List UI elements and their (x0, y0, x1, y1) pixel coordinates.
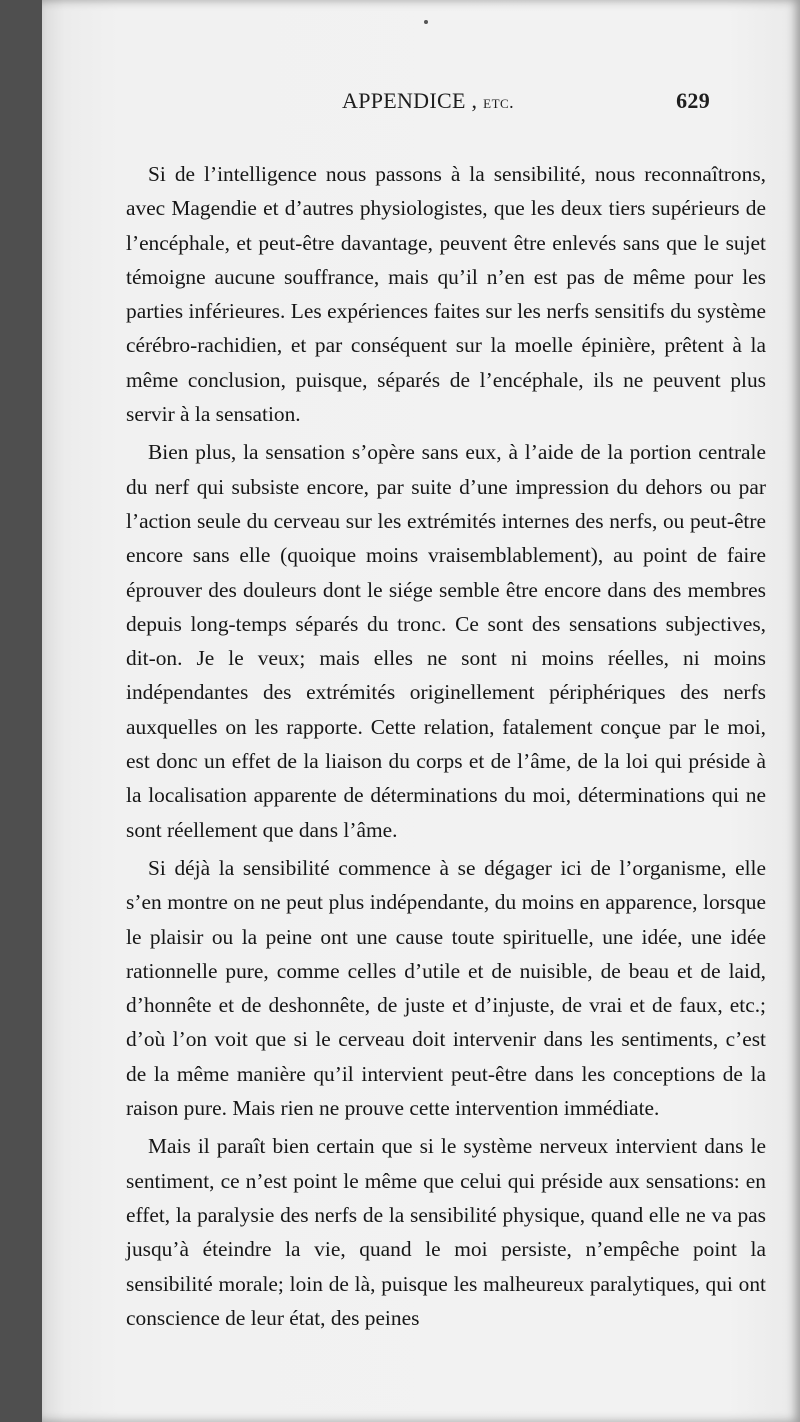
paragraph: Si déjà la sensibilité commence à se dégager ici de l’organisme, elle s’en montre on ne peut plus indépendante, du moins en apparence, lorsque le plaisir ou la peine ont une cause toute spirituelle, une idée, une idée rationnelle pure, comme celles d’utile et de nuisible, de beau et de laid, d’honnête et de deshonnête, de juste et d’injuste, de vrai et de faux, etc.; d’où l’on voit que si le cerveau doit intervenir dans les sentiments, c’est de la même manière qu’il intervient peut-être dans les conceptions de la raison pure. Mais rien ne prouve cette intervention immédiate. (126, 855, 766, 1121)
paragraph: Bien plus, la sensation s’opère sans eux, à l’aide de la portion centrale du nerf qui subsiste encore, par suite d’une impression du dehors ou par l’action seule du cerveau sur les extrémités internes des nerfs, ou peut-être encore sans elle (quoique moins vraisemblablement), au point de faire éprouver des douleurs dont le siége semble être encore dans des membres depuis long-temps séparés du tronc. Ce sont des sensations subjectives, dit-on. Je le veux; mais elles ne sont ni moins réelles, ni moins indépendantes des extrémités originellement périphériques des nerfs auxquelles on les rapporte. Cette relation, fatalement conçue par le moi, est donc un effet de la liaison du corps et de l’âme, de la loi qui préside à la localisation apparente de déterminations du moi, déterminations qui ne sont réellement que dans l’âme. (126, 440, 766, 842)
running-header (342, 88, 710, 124)
paragraph: Mais il paraît bien certain que si le système nerveux intervient dans le sentiment, ce n’est point le même que celui qui préside aux sensations: en effet, la paralysie des nerfs de la sensibilité physique, quand elle ne va pas jusqu’à éteindre la vie, quand le moi persiste, n’empêche point la sensibilité morale; loin de là, puisque les malheureux paralytiques, qui ont conscience de leur état, des peines (126, 1134, 766, 1330)
running-title (342, 88, 514, 114)
running-title-etc: etc. (483, 92, 515, 112)
body-text (126, 157, 766, 1335)
running-title-main: APPENDICE , (342, 88, 478, 113)
paragraph: Si de l’intelligence nous passons à la sensibilité, nous reconnaîtrons, avec Magendie et d’autres physiologistes, que les deux tiers supérieurs de l’encéphale, et peut-être davantage, peuvent être enlevés sans que le sujet témoigne aucune souffrance, mais qu’il n’en est pas de même pour les parties inférieures. Les expériences faites sur les nerfs sensitifs du système cérébro-rachidien, et par conséquent sur la moelle épinière, prêtent à la même conclusion, puisque, séparés de l’encéphale, ils ne peuvent plus servir à la sensation. (126, 162, 766, 427)
book-page (42, 0, 800, 1422)
page-number: 629 (676, 88, 710, 113)
ink-speck (424, 20, 428, 24)
